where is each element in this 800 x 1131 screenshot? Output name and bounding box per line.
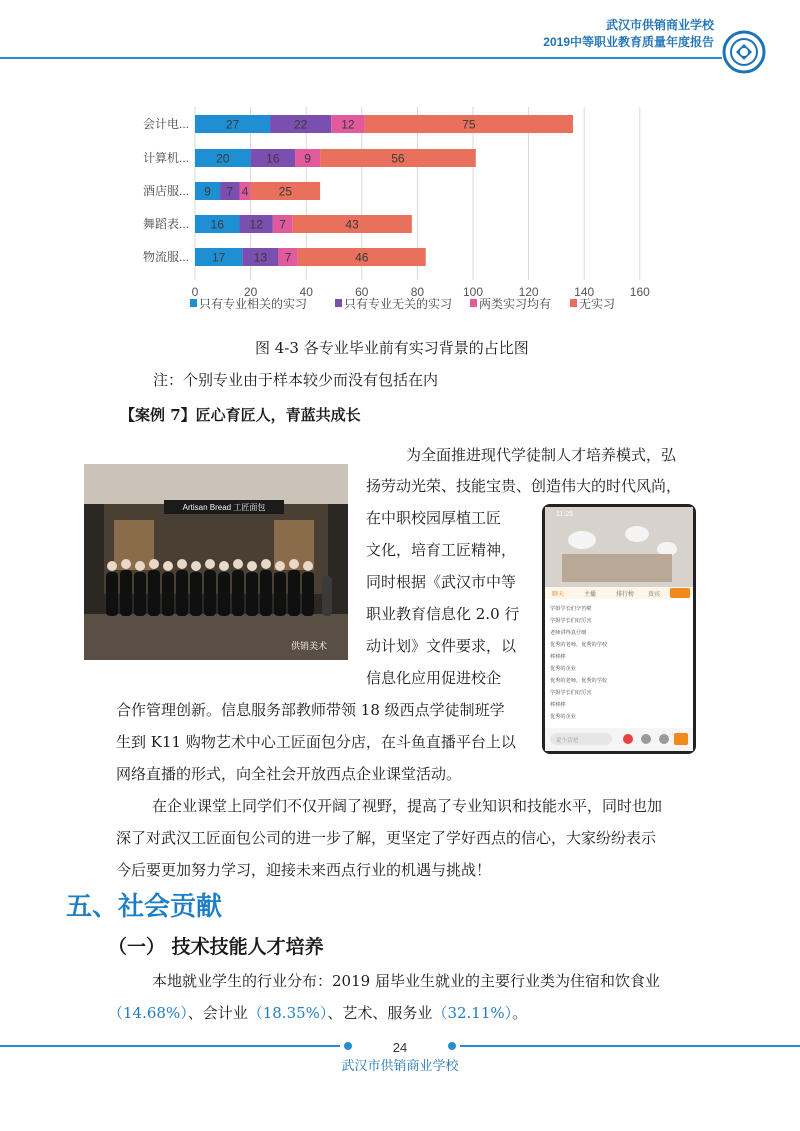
header-rule — [0, 57, 722, 59]
fish-ball-icon — [674, 733, 688, 745]
case-text-line: 扬劳动光荣、技能宝贵、创造伟大的时代风尚， — [366, 477, 682, 495]
chart-data-label: 25 — [278, 184, 293, 199]
section-subtitle: （一） 技术技能人才培养 — [108, 936, 324, 958]
chart-data-label: 17 — [211, 250, 226, 265]
page-number: 24 — [392, 1040, 408, 1055]
phone-chat-line: 优秀的老师，优秀的学校 — [550, 642, 608, 648]
percent-value: （32.11%） — [432, 1004, 513, 1022]
industry-text: 、会计业 — [187, 1004, 248, 1022]
header-school-name: 武汉市供销商业学校 — [605, 18, 714, 32]
phone-tab-rank: 排行榜 — [616, 592, 635, 598]
share-icon — [641, 734, 651, 744]
percent-value: （14.68%） — [108, 1004, 188, 1022]
case-para2-line: 今后要更加努力学习，迎接未来西点行业的机遇与挑战！ — [116, 861, 492, 879]
more-icon — [659, 734, 669, 744]
case-text-line: 在中职校园厚植工匠 — [366, 509, 502, 527]
chart-legend-swatch — [335, 299, 342, 307]
chart-data-label: 75 — [462, 117, 476, 132]
section-paragraph-line — [108, 998, 527, 1029]
chart-x-tick: 140 — [574, 285, 595, 299]
chart-x-tick: 160 — [629, 285, 650, 299]
chart-data-label: 12 — [249, 217, 263, 232]
group-photo-image — [84, 464, 348, 660]
chart-data-label: 4 — [241, 184, 249, 199]
phone-tab-host: 主播 — [584, 592, 597, 598]
chart-legend-label: 两类实习均有 — [479, 297, 552, 311]
phone-chat-line: 棒棒棒 — [550, 654, 566, 660]
case-text-line: 信息化应用促进校企 — [366, 669, 502, 687]
chart-category-label: 会计电... — [142, 117, 189, 131]
case-text-line: 动计划》文件要求，以 — [366, 637, 517, 655]
phone-tab-chat: 聊天 — [552, 592, 565, 598]
case-text-line: 为全面推进现代学徒制人才培养模式，弘 — [406, 446, 677, 464]
case-para2-line: 深了对武汉工匠面包公司的进一步了解，更坚定了学好西点的信心，大家纷纷表示 — [116, 829, 657, 847]
school-logo-icon — [722, 30, 766, 74]
case-text-line: 网络直播的形式，向全社会开放西点企业课堂活动。 — [116, 765, 462, 783]
chart-legend-label: 只有专业无关的实习 — [344, 297, 453, 311]
industry-text: 。 — [512, 1004, 528, 1022]
chart-data-label: 22 — [293, 117, 308, 132]
case-text-line: 职业教育信息化 2.0 行 — [366, 605, 520, 623]
chart-data-label: 46 — [355, 250, 369, 265]
internship-stacked-bar-chart — [140, 105, 680, 320]
chart-legend-swatch — [190, 299, 197, 307]
figure-caption: 图 4-3 各专业毕业前有实习背景的占比图 — [255, 339, 529, 357]
footer-school-name: 武汉市供销商业学校 — [341, 1058, 459, 1073]
chart-category-label: 物流服... — [142, 250, 189, 264]
figure-note: 注：个别专业由于样本较少而没有包括在内 — [153, 371, 439, 389]
chart-data-label: 27 — [225, 117, 240, 132]
chart-legend-swatch — [470, 299, 477, 307]
case-para2-line: 在企业课堂上同学们不仅开阔了视野，提高了专业知识和技能水平，同时也加 — [152, 797, 663, 815]
phone-chat-line: 优秀的企业 — [550, 666, 576, 672]
chart-x-tick: 80 — [410, 285, 425, 299]
section-paragraph-line: 本地就业学生的行业分布：2019 届毕业生就业的主要行业类为住宿和饮食业 — [152, 972, 660, 990]
chart-data-label: 12 — [341, 117, 355, 132]
chart-category-label: 计算机... — [142, 151, 189, 165]
chart-data-label: 7 — [284, 250, 292, 265]
chart-data-label: 56 — [391, 151, 405, 166]
percent-value: （18.35%） — [247, 1004, 328, 1022]
case-text-line: 合作管理创新。信息服务部教师带领 18 级西点学徒制班学 — [116, 701, 505, 719]
chart-data-label: 20 — [216, 151, 230, 166]
chart-data-label: 9 — [204, 184, 211, 199]
chart-x-tick: 0 — [191, 285, 199, 299]
chart-x-tick: 100 — [462, 285, 484, 299]
case-text-line: 同时根据《武汉市中等 — [366, 573, 517, 591]
chart-data-label: 7 — [226, 184, 234, 199]
chart-x-tick: 20 — [243, 285, 258, 299]
case-text-line: 生到 K11 购物艺术中心工匠面包分店，在斗鱼直播平台上以 — [116, 733, 516, 751]
chart-x-tick: 60 — [355, 285, 369, 299]
chart-x-tick: 120 — [518, 285, 539, 299]
chart-category-label: 酒店服... — [142, 184, 189, 198]
chart-data-label: 16 — [210, 217, 224, 232]
phone-time: 11:25 — [556, 511, 573, 518]
chart-x-tick: 40 — [299, 285, 313, 299]
photo-watermark: 供销美术 — [290, 641, 328, 651]
phone-chat-line: 学姐学长们好厉害 — [550, 690, 592, 696]
chart-legend-swatch — [570, 299, 577, 307]
case-title: 【案例 7】匠心育匠人，青蓝共成长 — [120, 406, 361, 424]
photo-shop-sign: Artisan Bread 工匠面包 — [182, 503, 266, 512]
chart-legend-label: 只有专业相关的实习 — [199, 297, 308, 311]
chart-legend-label: 无实习 — [579, 297, 616, 311]
phone-tab-vip: 贵宾 — [648, 592, 661, 598]
chart-data-label: 9 — [304, 151, 311, 166]
chart-data-label: 16 — [266, 151, 280, 166]
phone-chat-line: 学姐学长们辛苦啦 — [550, 606, 592, 612]
chart-data-label: 13 — [253, 250, 268, 265]
phone-chat-line: 优秀的企业 — [550, 714, 576, 720]
phone-chat-line: 老师讲得真仔细 — [550, 630, 587, 636]
phone-chat-line: 学姐学长们好厉害 — [550, 618, 592, 624]
industry-text: 、艺术、服务业 — [327, 1004, 433, 1022]
chart-data-label: 43 — [345, 217, 359, 232]
phone-chat-line: 优秀的老师，优秀的学校 — [550, 678, 608, 684]
phone-chat-line: 棒棒棒 — [550, 702, 566, 708]
gift-icon — [623, 734, 633, 744]
livestream-phone-screenshot — [542, 504, 696, 754]
header-report-title: 2019中等职业教育质量年度报告 — [543, 35, 714, 49]
chart-category-label: 舞蹈表... — [142, 217, 189, 231]
phone-input-hint: 说个话吧 — [556, 738, 579, 744]
case-text-line: 文化，培育工匠精神， — [366, 541, 517, 559]
section-title: 五、社会贡献 — [66, 891, 223, 921]
chart-data-label: 7 — [279, 217, 286, 232]
